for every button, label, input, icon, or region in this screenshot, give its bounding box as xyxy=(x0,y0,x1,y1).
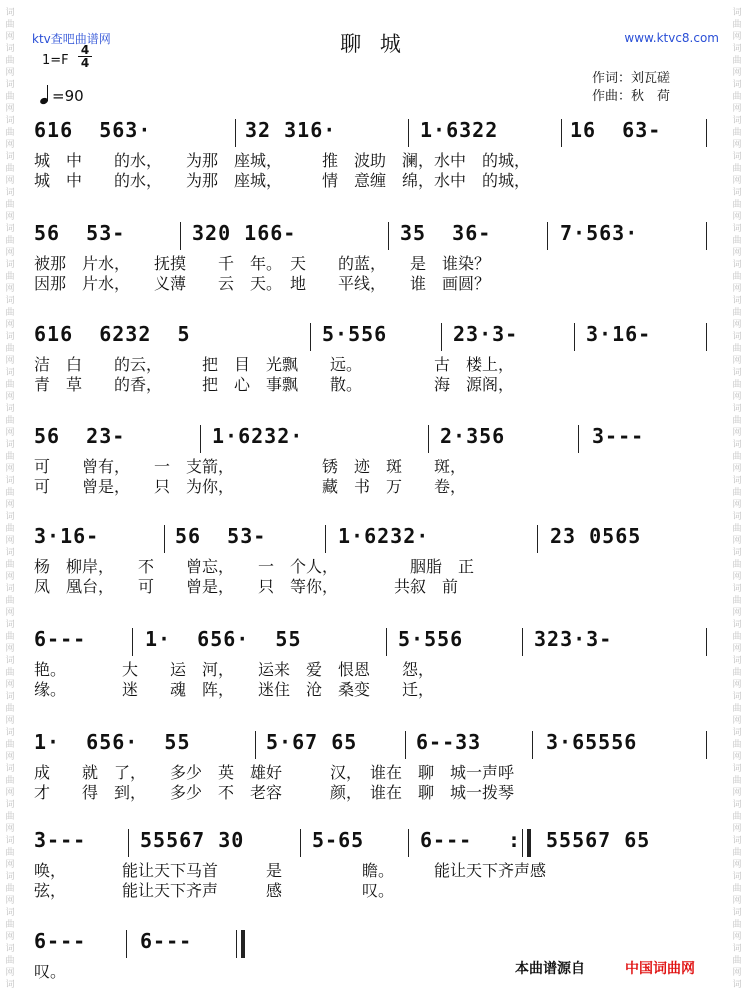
edge-watermark-char: 词 xyxy=(5,836,15,846)
measure-notes: 323·3- xyxy=(534,627,613,651)
edge-watermark-char: 网 xyxy=(732,140,742,150)
edge-watermark-char: 词 xyxy=(732,8,742,18)
edge-watermark-char: 词 xyxy=(732,80,742,90)
bar-line xyxy=(706,323,707,351)
edge-watermark-char: 网 xyxy=(732,572,742,582)
edge-watermark-char: 词 xyxy=(732,584,742,594)
edge-watermark-char: 网 xyxy=(5,572,15,582)
edge-watermark-char: 词 xyxy=(732,404,742,414)
notation-row xyxy=(0,628,747,658)
edge-watermark-char: 曲 xyxy=(5,344,15,354)
edge-watermark-char: 网 xyxy=(5,104,15,114)
bar-line xyxy=(132,628,133,656)
edge-watermark-char: 曲 xyxy=(5,956,15,966)
edge-watermark-char: 曲 xyxy=(5,308,15,318)
bar-line xyxy=(200,425,201,453)
edge-watermark-char: 网 xyxy=(732,32,742,42)
edge-watermark-char: 曲 xyxy=(732,560,742,570)
notation-row xyxy=(0,222,747,252)
edge-watermark-char: 网 xyxy=(732,932,742,942)
edge-watermark-char: 词 xyxy=(732,728,742,738)
edge-watermark-char: 词 xyxy=(5,44,15,54)
measure-notes: 6--- xyxy=(34,627,87,651)
edge-watermark-char: 词 xyxy=(732,800,742,810)
edge-watermark-char: 网 xyxy=(5,500,15,510)
edge-watermark-char: 曲 xyxy=(5,416,15,426)
bar-line xyxy=(706,119,707,147)
edge-watermark-char: 网 xyxy=(732,392,742,402)
edge-watermark-char: 词 xyxy=(5,332,15,342)
measure-notes: 55567 30 xyxy=(140,828,245,852)
measure-notes: 616 6232 5 xyxy=(34,322,191,346)
edge-watermark-char: 网 xyxy=(5,176,15,186)
edge-watermark-char: 词 xyxy=(5,440,15,450)
edge-watermark-char: 词 xyxy=(732,188,742,198)
repeat-bar-line xyxy=(522,829,523,857)
edge-watermark-char: 网 xyxy=(5,428,15,438)
measure-notes: 3--- xyxy=(34,828,87,852)
bar-line xyxy=(561,119,562,147)
edge-watermark-char: 曲 xyxy=(5,524,15,534)
bar-line xyxy=(706,222,707,250)
edge-watermark-char: 词 xyxy=(732,692,742,702)
measure-notes: 5·556 xyxy=(398,627,464,651)
edge-watermark-char: 曲 xyxy=(5,164,15,174)
edge-watermark-char: 词 xyxy=(5,620,15,630)
edge-watermark-char: 词 xyxy=(732,332,742,342)
edge-watermark-char: 曲 xyxy=(732,380,742,390)
edge-watermark-char: 曲 xyxy=(732,812,742,822)
notation-row xyxy=(0,930,747,960)
edge-watermark-char: 曲 xyxy=(5,92,15,102)
measure-notes: 3·16- xyxy=(34,524,100,548)
edge-watermark-char: 网 xyxy=(732,212,742,222)
lyrics-verse-2: 可 曾是， 只 为你， 藏 书 万 卷， xyxy=(34,477,467,496)
edge-watermark-char: 曲 xyxy=(732,704,742,714)
edge-watermark-char: 词 xyxy=(732,764,742,774)
edge-watermark-char: 曲 xyxy=(732,56,742,66)
lyrics-verse-1: 艳。 大 运 河， 运来 爱 恨恩 怨， xyxy=(34,660,435,679)
bar-line xyxy=(300,829,301,857)
measure-notes: 616 563· xyxy=(34,118,152,142)
edge-watermark-char: 词 xyxy=(732,548,742,558)
notation-row xyxy=(0,525,747,555)
edge-watermark-char: 曲 xyxy=(732,668,742,678)
edge-watermark-char: 词 xyxy=(5,80,15,90)
edge-watermark-char: 曲 xyxy=(732,92,742,102)
edge-watermark-char: 词 xyxy=(5,224,15,234)
edge-watermark-char: 曲 xyxy=(732,20,742,30)
lyrics-verse-1: 可 曾有， 一 支箭， 锈 迹 斑 斑， xyxy=(34,457,467,476)
edge-watermark-char: 网 xyxy=(732,752,742,762)
edge-watermark-char: 网 xyxy=(732,968,742,978)
measure-notes: 3--- xyxy=(592,424,645,448)
measure-notes: 7·563· xyxy=(560,221,639,245)
measure-notes: 23 0565 xyxy=(550,524,642,548)
measure-notes: 5·67 65 xyxy=(266,730,358,754)
measure-notes: 1·6322 xyxy=(420,118,499,142)
edge-watermark-char: 曲 xyxy=(732,920,742,930)
edge-watermark-char: 网 xyxy=(732,788,742,798)
edge-watermark-char: 词 xyxy=(732,656,742,666)
lyrics-verse-1: 洁 白 的云， 把 目 光飘 远。 古 楼上， xyxy=(34,355,515,374)
edge-watermark-char: 词 xyxy=(732,980,742,990)
time-signature-bottom: 4 xyxy=(78,56,92,69)
bar-line xyxy=(255,731,256,759)
edge-watermark-char: 词 xyxy=(732,620,742,630)
bar-line xyxy=(706,628,707,656)
bar-line xyxy=(537,525,538,553)
edge-watermark-char: 曲 xyxy=(732,200,742,210)
measure-notes: 320 166- xyxy=(192,221,297,245)
bar-line xyxy=(428,425,429,453)
edge-watermark-char: 网 xyxy=(732,68,742,78)
edge-watermark-char: 词 xyxy=(5,116,15,126)
measure-notes: 1· 656· 55 xyxy=(34,730,191,754)
edge-watermark-char: 曲 xyxy=(732,956,742,966)
edge-watermark-char: 网 xyxy=(5,248,15,258)
key-signature: 1=F xyxy=(42,53,69,68)
edge-watermark-char: 曲 xyxy=(732,128,742,138)
edge-watermark-char: 网 xyxy=(732,500,742,510)
edge-watermark-char: 曲 xyxy=(732,776,742,786)
notation-row xyxy=(0,829,747,859)
lyrics-verse-1: 被那 片水， 抚摸 千 年。 天 的蓝， 是 谁染？ xyxy=(34,254,491,273)
edge-watermark-char: 词 xyxy=(5,656,15,666)
edge-watermark-char: 曲 xyxy=(5,20,15,30)
notation-row xyxy=(0,323,747,353)
edge-watermark-char: 曲 xyxy=(5,380,15,390)
composer-credit: 作曲：秋 荷 xyxy=(592,89,671,104)
edge-watermark-char: 曲 xyxy=(5,848,15,858)
edge-watermark-char: 曲 xyxy=(732,596,742,606)
edge-watermark-char: 网 xyxy=(5,464,15,474)
bar-line xyxy=(325,525,326,553)
edge-watermark-char: 词 xyxy=(5,404,15,414)
edge-watermark-char: 词 xyxy=(732,116,742,126)
lyrics-verse-2: 因那 片水， 义薄 云 天。 地 平线， 谁 画圆？ xyxy=(34,274,491,293)
edge-watermark-char: 网 xyxy=(5,68,15,78)
measure-notes: 35 36- xyxy=(400,221,492,245)
measure-notes: 6--33 xyxy=(416,730,482,754)
edge-watermark-char: 网 xyxy=(5,680,15,690)
edge-watermark-char: 曲 xyxy=(5,920,15,930)
edge-watermark-char: 网 xyxy=(732,716,742,726)
measure-notes: 55567 65 xyxy=(546,828,651,852)
edge-watermark-char: 网 xyxy=(5,320,15,330)
edge-watermark-char: 网 xyxy=(5,536,15,546)
edge-watermark-char: 词 xyxy=(5,764,15,774)
edge-watermark-char: 网 xyxy=(5,212,15,222)
bar-line xyxy=(126,930,127,958)
final-bar-line xyxy=(236,930,237,958)
source-site-link[interactable]: 中国词曲网 xyxy=(625,961,695,977)
edge-watermark-char: 词 xyxy=(732,368,742,378)
bar-line xyxy=(164,525,165,553)
edge-watermark-char: 词 xyxy=(5,188,15,198)
edge-watermark-char: 词 xyxy=(5,260,15,270)
edge-watermark-char: 词 xyxy=(732,296,742,306)
edge-watermark-char: 网 xyxy=(732,860,742,870)
tempo-value: =90 xyxy=(52,87,84,105)
edge-watermark-char: 词 xyxy=(5,296,15,306)
edge-watermark-char: 词 xyxy=(5,908,15,918)
measure-notes: 5·556 xyxy=(322,322,388,346)
lyrics-verse-1: 唤， 能让天下马首 是 瞻。 能让天下齐声感 xyxy=(34,861,547,880)
edge-watermark-char: 曲 xyxy=(5,812,15,822)
edge-watermark-char: 曲 xyxy=(732,164,742,174)
edge-watermark-char: 词 xyxy=(732,440,742,450)
edge-watermark-char: 网 xyxy=(5,860,15,870)
edge-watermark-char: 词 xyxy=(5,980,15,990)
measure-notes: 1·6232· xyxy=(338,524,430,548)
edge-watermark-char: 网 xyxy=(732,680,742,690)
edge-watermark-char: 词 xyxy=(5,692,15,702)
page-title: 聊 城 xyxy=(340,32,407,56)
measure-notes: 6--- xyxy=(420,828,473,852)
edge-watermark-char: 网 xyxy=(5,824,15,834)
bar-line xyxy=(574,323,575,351)
tempo-marking xyxy=(40,86,84,105)
bar-line xyxy=(386,628,387,656)
edge-watermark-char: 曲 xyxy=(732,236,742,246)
edge-watermark-char: 网 xyxy=(5,752,15,762)
measure-notes: 6--- xyxy=(34,929,87,953)
edge-watermark-char: 曲 xyxy=(732,524,742,534)
bar-line xyxy=(522,628,523,656)
edge-watermark-char: 曲 xyxy=(5,272,15,282)
edge-watermark-char: 网 xyxy=(732,248,742,258)
bar-line xyxy=(180,222,181,250)
edge-watermark-char: 词 xyxy=(5,8,15,18)
edge-watermark-char: 曲 xyxy=(5,236,15,246)
bar-line xyxy=(441,323,442,351)
edge-watermark-char: 网 xyxy=(5,968,15,978)
site-name-left: ktv查吧曲谱网 xyxy=(32,32,111,46)
edge-watermark-char: 网 xyxy=(5,32,15,42)
bar-line xyxy=(532,731,533,759)
edge-watermark-char: 曲 xyxy=(5,200,15,210)
edge-watermark-char: 网 xyxy=(732,320,742,330)
edge-watermark-char: 曲 xyxy=(732,416,742,426)
edge-watermark-char: 词 xyxy=(5,476,15,486)
measure-notes: 5-65 xyxy=(312,828,365,852)
edge-watermark-char: 网 xyxy=(5,932,15,942)
notation-row xyxy=(0,425,747,455)
edge-watermark-char: 词 xyxy=(732,512,742,522)
lyrics-verse-1: 杨 柳岸， 不 曾忘， 一 个人， 胭脂 正 xyxy=(34,557,475,576)
edge-watermark-char: 曲 xyxy=(732,344,742,354)
source-label: 本曲谱源自 xyxy=(515,961,585,977)
measure-notes: 56 23- xyxy=(34,424,126,448)
measure-notes: 6--- xyxy=(140,929,193,953)
lyrics-verse-2: 缘。 迷 魂 阵， 迷住 沧 桑变 迁， xyxy=(34,680,435,699)
bar-line xyxy=(388,222,389,250)
edge-watermark-char: 词 xyxy=(732,152,742,162)
edge-watermark-char: 网 xyxy=(732,644,742,654)
edge-watermark-char: 曲 xyxy=(732,452,742,462)
edge-watermark-char: 曲 xyxy=(732,632,742,642)
edge-watermark-char: 词 xyxy=(732,836,742,846)
edge-watermark-char: 曲 xyxy=(5,128,15,138)
edge-watermark-char: 网 xyxy=(5,608,15,618)
lyrics-verse-2: 青 草 的香， 把 心 事飘 散。 海 源阁， xyxy=(34,375,515,394)
edge-watermark-char: 词 xyxy=(5,152,15,162)
lyricist-credit: 作词：刘瓦磋 xyxy=(592,71,671,86)
edge-watermark-char: 词 xyxy=(5,584,15,594)
edge-watermark-char: 词 xyxy=(5,512,15,522)
edge-watermark-char: 词 xyxy=(5,368,15,378)
edge-watermark-char: 网 xyxy=(5,896,15,906)
edge-watermark-char: 词 xyxy=(5,728,15,738)
lyrics-verse-1: 城 中 的水， 为那 座城， 推 波助 澜，水中 的城， xyxy=(34,151,531,170)
edge-watermark-char: 词 xyxy=(5,800,15,810)
edge-watermark-char: 网 xyxy=(732,896,742,906)
edge-watermark-char: 网 xyxy=(732,536,742,546)
edge-watermark-char: 网 xyxy=(732,356,742,366)
edge-watermark-char: 网 xyxy=(732,608,742,618)
measure-notes: 2·356 xyxy=(440,424,506,448)
measure-notes: 23·3- xyxy=(453,322,519,346)
edge-watermark-char: 词 xyxy=(732,908,742,918)
edge-watermark-char: 曲 xyxy=(732,308,742,318)
measure-notes: 32 316· xyxy=(245,118,337,142)
site-url-right: www.ktvc8.com xyxy=(624,31,719,45)
lyrics-verse-2: 才 得 到， 多少 不 老容 颜， 谁在 聊 城一拨琴 xyxy=(34,783,515,802)
edge-watermark-char: 曲 xyxy=(732,740,742,750)
bar-line xyxy=(408,829,409,857)
lyrics-verse-2: 城 中 的水， 为那 座城， 情 意缠 绵，水中 的城， xyxy=(34,171,531,190)
edge-watermark-char: 词 xyxy=(732,260,742,270)
edge-watermark-char: 网 xyxy=(732,464,742,474)
repeat-bar-line-thick xyxy=(527,829,531,857)
edge-watermark-char: 曲 xyxy=(5,884,15,894)
edge-watermark-char: 曲 xyxy=(732,488,742,498)
edge-watermark-char: 词 xyxy=(732,872,742,882)
edge-watermark-char: 曲 xyxy=(732,272,742,282)
edge-watermark-char: 词 xyxy=(5,872,15,882)
measure-notes: 1·6232· xyxy=(212,424,304,448)
repeat-dots: : xyxy=(508,828,522,852)
edge-watermark-char: 曲 xyxy=(5,740,15,750)
measure-notes: 56 53- xyxy=(175,524,267,548)
edge-watermark-char: 词 xyxy=(5,548,15,558)
edge-watermark-char: 词 xyxy=(732,44,742,54)
edge-watermark-char: 曲 xyxy=(5,596,15,606)
bar-line xyxy=(547,222,548,250)
edge-watermark-char: 曲 xyxy=(5,488,15,498)
bar-line xyxy=(706,731,707,759)
lyrics-verse-2: 凤 凰台， 可 曾是， 只 等你， 共叙 前 xyxy=(34,577,459,596)
edge-watermark-char: 网 xyxy=(5,716,15,726)
lyrics-verse-2: 弦， 能让天下齐声 感 叹。 xyxy=(34,881,395,900)
lyrics-verse-1: 成 就 了， 多少 英 雄好 汉， 谁在 聊 城一声呼 xyxy=(34,763,515,782)
measure-notes: 3·16- xyxy=(586,322,652,346)
edge-watermark-char: 词 xyxy=(732,476,742,486)
measure-notes: 1· 656· 55 xyxy=(145,627,302,651)
edge-watermark-char: 曲 xyxy=(732,848,742,858)
edge-watermark-char: 网 xyxy=(732,824,742,834)
edge-watermark-char: 网 xyxy=(5,356,15,366)
notation-row xyxy=(0,119,747,149)
edge-watermark-char: 曲 xyxy=(5,56,15,66)
edge-watermark-char: 曲 xyxy=(5,776,15,786)
bar-line xyxy=(235,119,236,147)
lyrics-verse-1: 叹。 xyxy=(34,962,67,981)
bar-line xyxy=(128,829,129,857)
edge-watermark-char: 网 xyxy=(5,392,15,402)
edge-watermark-char: 网 xyxy=(5,140,15,150)
edge-watermark-char: 词 xyxy=(732,944,742,954)
edge-watermark-char: 网 xyxy=(5,284,15,294)
edge-watermark-char: 网 xyxy=(5,644,15,654)
notation-row xyxy=(0,731,747,761)
edge-watermark-char: 词 xyxy=(5,944,15,954)
measure-notes: 16 63- xyxy=(570,118,662,142)
final-bar-line-thick xyxy=(241,930,245,958)
bar-line xyxy=(310,323,311,351)
time-signature-top: 4 xyxy=(80,43,90,57)
edge-watermark-char: 曲 xyxy=(5,668,15,678)
bar-line xyxy=(408,119,409,147)
edge-watermark-char: 曲 xyxy=(5,452,15,462)
edge-watermark-char: 曲 xyxy=(732,884,742,894)
bar-line xyxy=(405,731,406,759)
quarter-note-icon xyxy=(40,86,50,104)
edge-watermark-char: 网 xyxy=(732,176,742,186)
measure-notes: 3·65556 xyxy=(546,730,638,754)
edge-watermark-char: 曲 xyxy=(5,704,15,714)
time-signature xyxy=(78,44,92,69)
edge-watermark-char: 网 xyxy=(5,788,15,798)
edge-watermark-char: 网 xyxy=(732,284,742,294)
measure-notes: 56 53- xyxy=(34,221,126,245)
edge-watermark-char: 网 xyxy=(732,104,742,114)
edge-watermark-char: 网 xyxy=(732,428,742,438)
edge-watermark-char: 词 xyxy=(732,224,742,234)
edge-watermark-char: 曲 xyxy=(5,560,15,570)
edge-watermark-char: 曲 xyxy=(5,632,15,642)
bar-line xyxy=(578,425,579,453)
